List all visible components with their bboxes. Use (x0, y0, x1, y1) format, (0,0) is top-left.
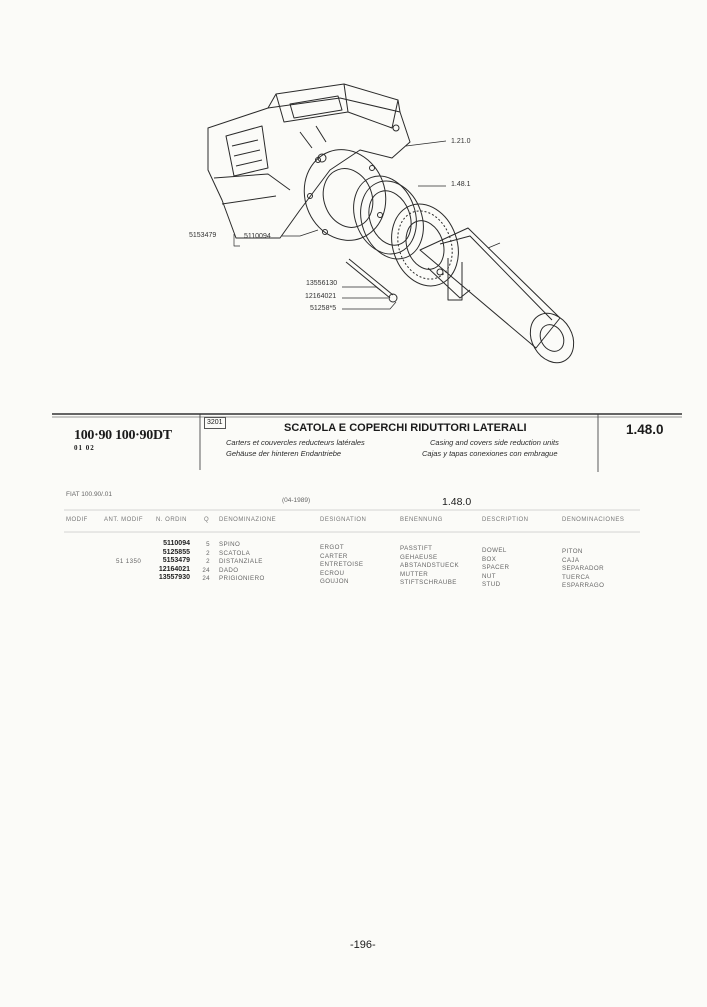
column-header-denominazione: DENOMINAZIONE (219, 517, 277, 523)
model-codes: 01 02 (74, 444, 95, 452)
part-name-en: STUD (482, 581, 501, 589)
part-number: 13557930 (158, 574, 190, 582)
spacer-ring-drawing (343, 167, 434, 268)
part-name-en: DOWEL (482, 547, 507, 554)
column-header-benennung: BENENNUNG (400, 517, 443, 523)
callout-label: 12164021 (305, 293, 337, 300)
callout-label: 1.21.0 (451, 138, 471, 145)
part-number: 5110094 (163, 540, 190, 547)
part-name-de: PASSTIFT (400, 545, 433, 552)
part-name-fr: ENTRETOISE (320, 561, 364, 569)
model-names: 100·90 100·90DT (74, 428, 172, 443)
part-name-it: DISTANZIALE (219, 558, 263, 566)
callout-label: 51258*5 (310, 305, 337, 312)
part-quantity: 24 (202, 566, 210, 574)
part-quantity: 2 (206, 558, 210, 566)
callout-label: 1.48.1 (451, 181, 471, 188)
exploded-assembly-drawing (0, 0, 707, 410)
part-name-en: NUT (482, 572, 496, 580)
column-header-description: DESCRIPTION (482, 517, 529, 523)
catalog-label: FIAT 100.90/.01 (66, 491, 113, 498)
italian-name-column (219, 541, 265, 584)
housing-drawing (208, 84, 410, 238)
part-name-de: GEHAEUSE (400, 553, 438, 561)
callout-label: 5110094 (244, 233, 271, 240)
quantity-column (198, 541, 210, 584)
stud-drawing (346, 259, 397, 302)
subtitle-de: Gehäuse der hinteren Endantriebe (226, 449, 342, 458)
french-name-column (320, 544, 363, 587)
column-header-modif: MODIF (66, 517, 88, 523)
column-header-designation: DESIGNATION (320, 517, 367, 523)
subtitle-en: Casing and covers side reduction units (430, 438, 559, 447)
page-title: SCATOLA E COPERCHI RIDUTTORI LATERALI (284, 422, 527, 434)
callout-label: 5153479 (189, 232, 217, 239)
part-name-de: ABSTANDSTUECK (400, 562, 460, 570)
part-name-fr: GOUJON (320, 578, 349, 586)
section-code: 3201 (204, 417, 226, 429)
listing-reference: 1.48.0 (442, 496, 472, 508)
german-name-column (400, 545, 459, 588)
listing-date: (04-1989) (282, 497, 311, 504)
part-name-de: STIFTSCHRAUBE (400, 579, 457, 587)
english-name-column (482, 547, 509, 590)
part-name-es: ESPARRAGO (562, 582, 605, 590)
part-name-it: SCATOLA (219, 549, 251, 557)
part-quantity: 24 (202, 575, 210, 583)
part-quantity: 2 (206, 549, 210, 557)
part-number: 5125855 (162, 548, 190, 556)
subtitle-fr: Carters et couvercles reducteurs latérales (226, 438, 365, 447)
part-name-es: SEPARADOR (562, 565, 604, 573)
part-name-de: MUTTER (400, 570, 429, 578)
part-number: 12164021 (158, 565, 190, 573)
part-number-column (136, 540, 190, 583)
part-name-it: PRIGIONIERO (219, 575, 265, 583)
subtitle-es: Cajas y tapas conexiones con embrague (422, 449, 558, 458)
column-header-denominaciones: DENOMINACIONES (562, 517, 625, 523)
previous-part-note: 51 1350 (116, 558, 142, 565)
part-name-it: DADO (219, 566, 239, 574)
part-quantity: 5 (206, 541, 210, 548)
part-name-it: SPINO (219, 541, 241, 548)
column-header-ant-modif: ANT. MODIF (104, 517, 143, 523)
part-name-es: PITON (562, 548, 583, 555)
part-name-es: TUERCA (562, 573, 590, 581)
part-name-en: BOX (482, 555, 497, 563)
column-header-n-ordin: N. ORDIN (156, 517, 187, 523)
part-name-es: CAJA (562, 556, 580, 564)
part-name-fr: CARTER (320, 552, 348, 560)
reference-number: 1.48.0 (626, 422, 664, 437)
page-number: -196- (350, 939, 376, 951)
spanish-name-column (562, 548, 604, 591)
callout-label: 13556130 (306, 280, 338, 287)
part-name-fr: ECROU (320, 569, 345, 577)
part-name-en: SPACER (482, 564, 510, 572)
part-name-fr: ERGOT (320, 544, 345, 551)
column-header-qty: Q (204, 517, 210, 523)
part-number: 5153479 (162, 557, 190, 565)
